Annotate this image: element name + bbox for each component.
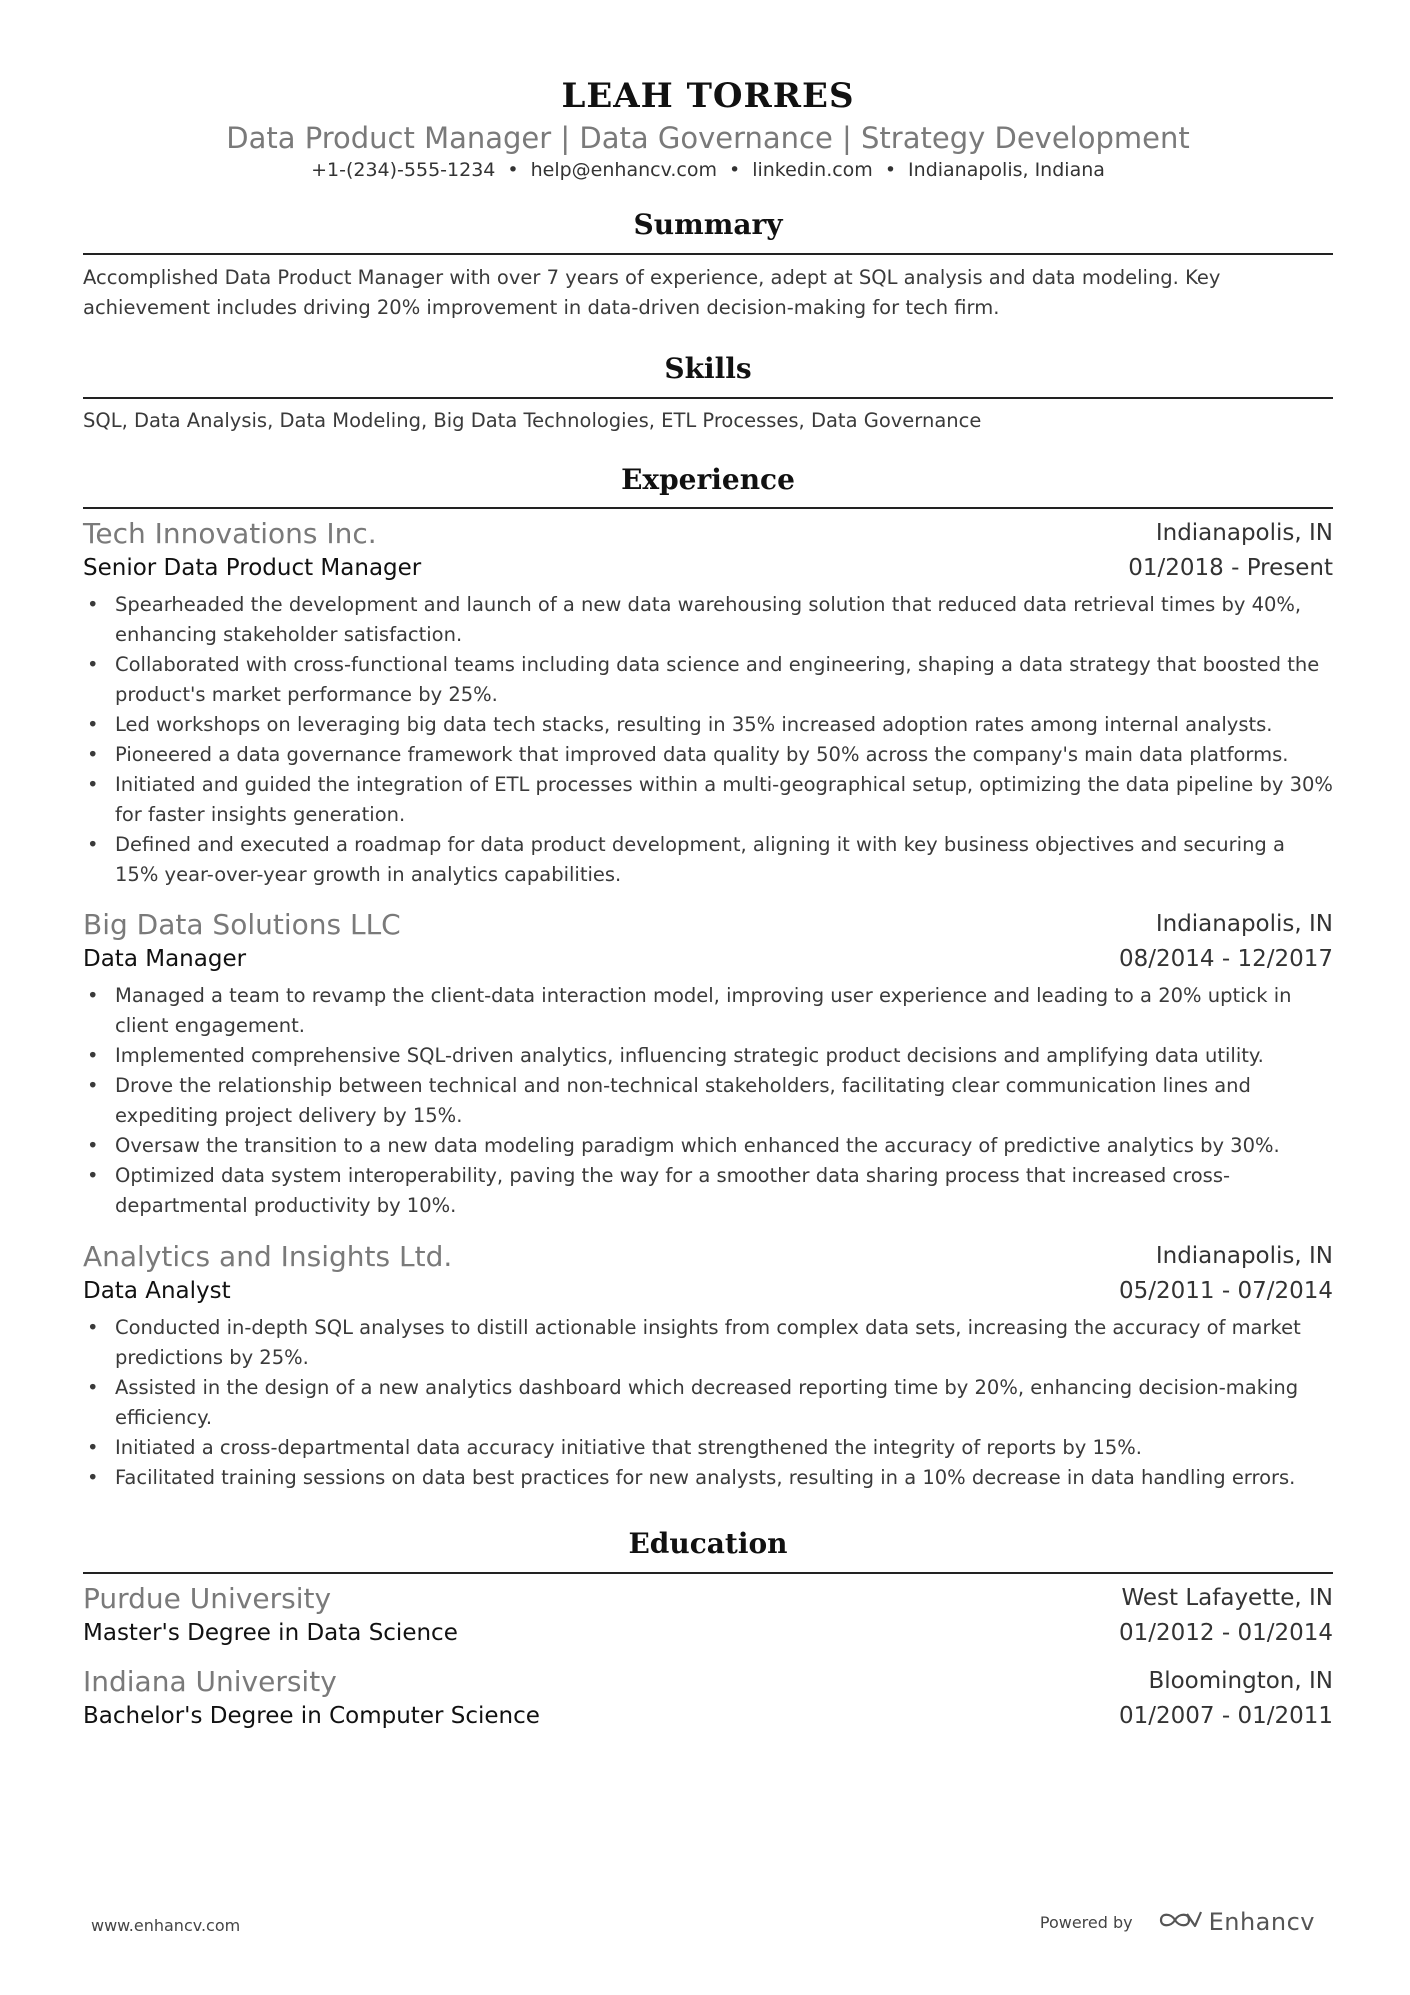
degree-dates: 01/2012 - 01/2014: [1118, 1620, 1333, 1646]
list-item: • Conducted in-depth SQL analyses to distill actionable insights from complex data sets, increasing the accuracy of market predictions by 25%.: [87, 1316, 1301, 1369]
job-title: Senior Data Product Manager: [83, 555, 422, 581]
contact-location: Indianapolis, Indiana: [908, 159, 1105, 181]
education-title: Education: [628, 1527, 788, 1560]
candidate-headline: Data Product Manager | Data Governance | Strategy Development: [226, 121, 1190, 155]
education-entry: [83, 1664, 1333, 1736]
job-bullets: [83, 981, 1333, 1221]
company-name: Big Data Solutions LLC: [83, 908, 401, 941]
degree-title: Bachelor's Degree in Computer Science: [83, 1703, 540, 1729]
skills-divider: [83, 397, 1333, 399]
list-item: • Led workshops on leveraging big data tech stacks, resulting in 35% increased adoption rates among internal analysts.: [87, 713, 1273, 736]
enhancv-logo-icon: [1157, 1908, 1203, 1936]
job-title: Data Analyst: [83, 1278, 231, 1304]
footer-branding: [1040, 1908, 1315, 1936]
list-item: • Spearheaded the development and launch of a new data warehousing solution that reduced data retrieval times by 40%, enhancing stakeholder satisfaction.: [87, 593, 1302, 646]
list-item: • Implemented comprehensive SQL-driven analytics, influencing strategic product decisions and amplifying data utility.: [87, 1044, 1264, 1067]
experience-title: Experience: [621, 463, 795, 496]
experience-entry: [83, 907, 1333, 1221]
job-bullets: [83, 590, 1333, 890]
list-item: • Initiated a cross-departmental data accuracy initiative that strengthened the integrity of reports by 15%.: [87, 1436, 1142, 1459]
company-name: Analytics and Insights Ltd.: [83, 1240, 453, 1273]
list-item: • Initiated and guided the integration of ETL processes within a multi-geographical setup, optimizing the data pipeline by 30% for faster insights generation.: [87, 773, 1333, 826]
job-location: Indianapolis, IN: [1155, 520, 1333, 546]
contact-email[interactable]: help@enhancv.com: [530, 159, 717, 181]
brand-name: Enhancv: [1208, 1908, 1315, 1936]
powered-by-label: Powered by: [1039, 1912, 1133, 1932]
bullet-separator: •: [884, 159, 897, 181]
list-item: • Optimized data system interoperability, paving the way for a smoother data sharing process that increased cross-departmental productivity by 10%.: [87, 1164, 1231, 1217]
list-item: • Pioneered a data governance framework that improved data quality by 50% across the company's main data platforms.: [87, 743, 1289, 766]
summary-divider: [83, 253, 1333, 255]
job-dates: 01/2018 - Present: [1128, 555, 1333, 581]
school-name: Purdue University: [83, 1582, 332, 1615]
experience-divider: [83, 507, 1333, 509]
summary-text: Accomplished Data Product Manager with over 7 years of experience, adept at SQL analysis and data modeling. Key achievement includes driving 20% improvement in data-driven decision-making for tech firm.: [83, 266, 1221, 319]
school-name: Indiana University: [83, 1665, 337, 1698]
company-name: Tech Innovations Inc.: [83, 517, 377, 550]
school-location: Bloomington, IN: [1148, 1668, 1333, 1694]
candidate-name: LEAH TORRES: [561, 76, 855, 116]
footer-website[interactable]: www.enhancv.com: [91, 1916, 241, 1935]
list-item: • Facilitated training sessions on data best practices for new analysts, resulting in a 10% decrease in data handling errors.: [87, 1466, 1296, 1489]
job-location: Indianapolis, IN: [1155, 1243, 1333, 1269]
list-item: • Drove the relationship between technical and non-technical stakeholders, facilitating clear communication lines and expediting project delivery by 15%.: [87, 1074, 1251, 1127]
job-location: Indianapolis, IN: [1155, 911, 1333, 937]
education-entry: [83, 1581, 1333, 1653]
school-location: West Lafayette, IN: [1121, 1585, 1333, 1611]
list-item: • Defined and executed a roadmap for data product development, aligning it with key business objectives and securing a 15% year-over-year growth in analytics capabilities.: [87, 833, 1285, 886]
degree-title: Master's Degree in Data Science: [83, 1620, 458, 1646]
contact-line: [83, 156, 1333, 184]
contact-linkedin[interactable]: linkedin.com: [752, 159, 873, 181]
bullet-separator: •: [728, 159, 741, 181]
job-dates: 08/2014 - 12/2017: [1118, 946, 1333, 972]
list-item: • Oversaw the transition to a new data modeling paradigm which enhanced the accuracy of predictive analytics by 30%.: [87, 1134, 1280, 1157]
job-bullets: [83, 1313, 1333, 1493]
job-title: Data Manager: [83, 946, 247, 972]
experience-entry: [83, 1239, 1333, 1493]
skills-title: Skills: [664, 352, 752, 385]
summary-title: Summary: [633, 208, 783, 241]
bullet-separator: •: [507, 159, 519, 181]
list-item: • Assisted in the design of a new analytics dashboard which decreased reporting time by 20%, enhancing decision-making efficiency.: [87, 1376, 1299, 1429]
list-item: • Managed a team to revamp the client-data interaction model, improving user experience and leading to a 20% uptick in client engagement.: [87, 984, 1292, 1037]
degree-dates: 01/2007 - 01/2011: [1118, 1703, 1333, 1729]
experience-entry: [83, 516, 1333, 890]
education-divider: [83, 1572, 1333, 1574]
skills-text: SQL, Data Analysis, Data Modeling, Big Data Technologies, ETL Processes, Data Governance: [83, 409, 982, 432]
job-dates: 05/2011 - 07/2014: [1118, 1278, 1333, 1304]
list-item: • Collaborated with cross-functional teams including data science and engineering, shaping a data strategy that boosted the product's market performance by 25%.: [87, 653, 1320, 706]
contact-phone: +1-(234)-555-1234: [311, 159, 496, 181]
